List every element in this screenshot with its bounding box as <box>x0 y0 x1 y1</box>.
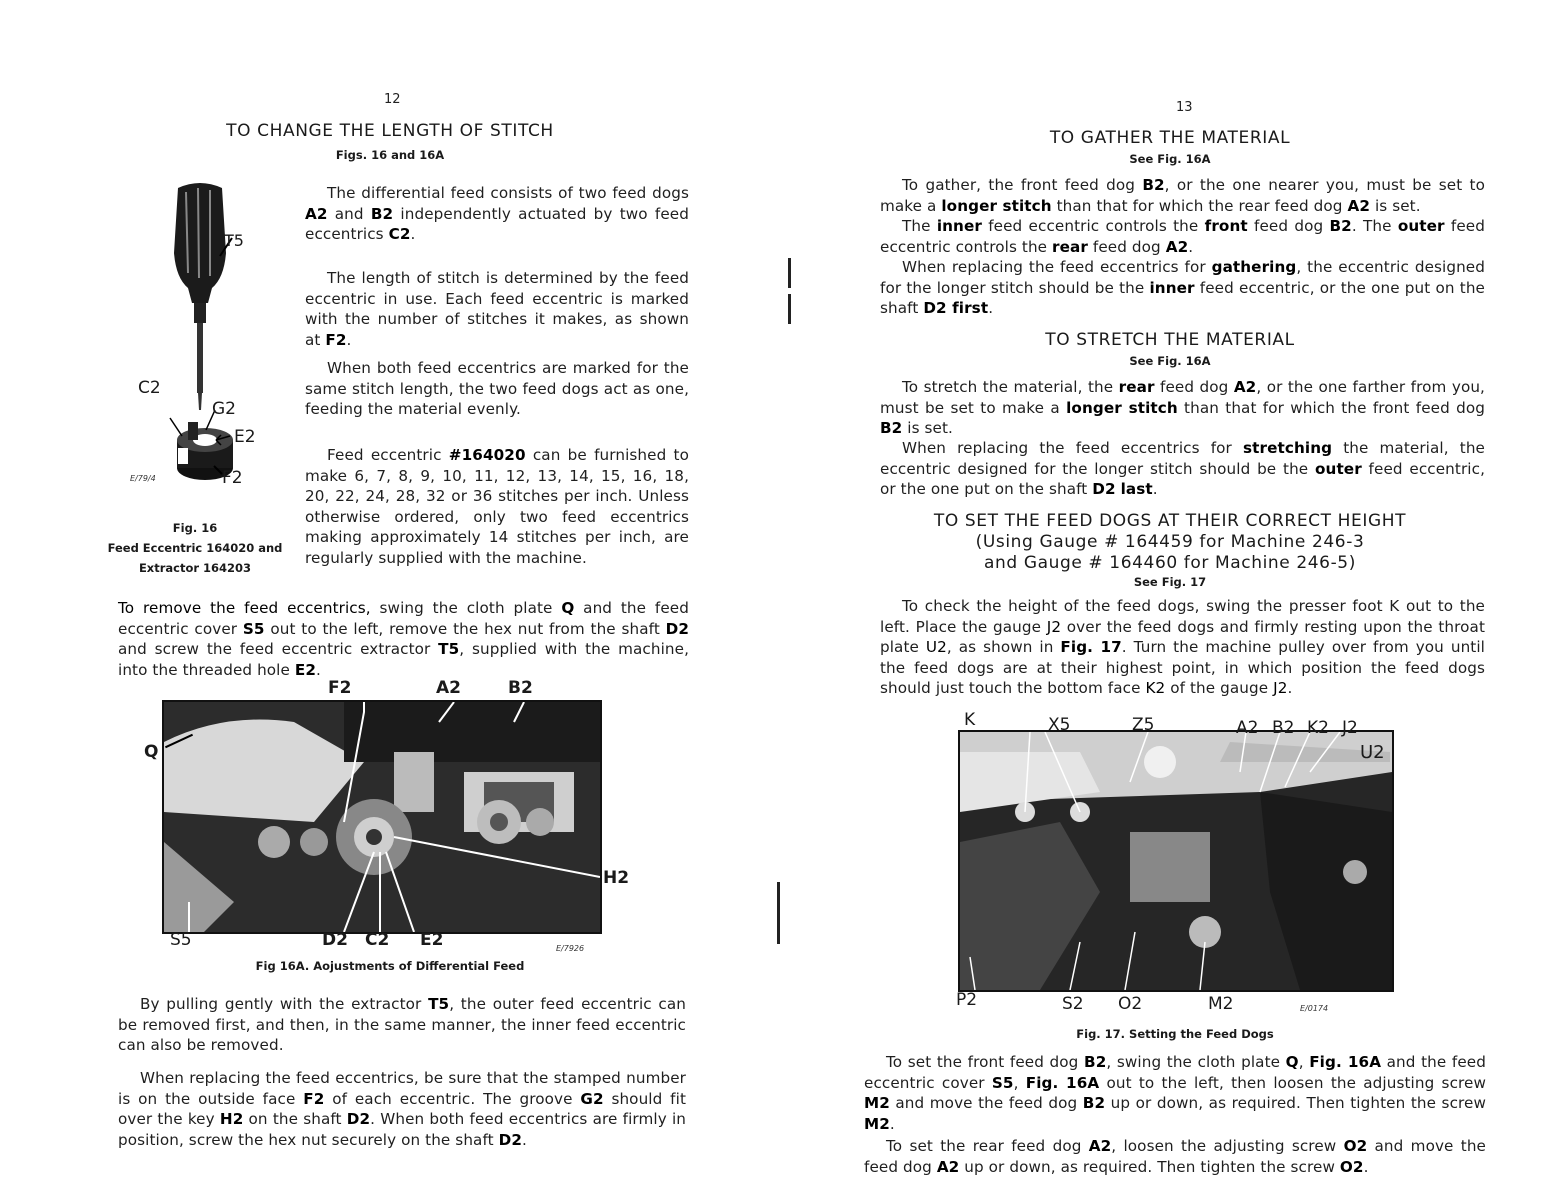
page-number-left: 12 <box>384 92 401 107</box>
paragraph-replacing-eccentrics: When replacing the feed eccentrics, be sure that the stamped number is on the outside face F2 of each eccentric. The groove G2 should fit over the key H2 on the shaft D2. When both feed eccentrics are firmly in position, screw the hex nut securely on the shaft D2. <box>118 1069 687 1149</box>
extractor-shaft <box>197 323 203 393</box>
fig16a-code: E/7926 <box>556 944 585 953</box>
paragraph-differential-feed: The differential feed consists of two feed dogs A2 and B2 independently actuated by two feed eccentrics C2. <box>305 184 689 244</box>
label-t5: T5 <box>224 231 244 250</box>
block-middle <box>394 752 434 812</box>
c2-pointer <box>170 418 182 436</box>
fig16-caption-line3: Extractor 164203 <box>138 561 252 575</box>
section-subtitle-gather: See Fig. 16A <box>1129 152 1211 166</box>
shaft-d2 <box>366 829 382 845</box>
fig16-illustration <box>120 178 290 508</box>
fig17-label-a2: A2 <box>1236 718 1259 738</box>
upper-mechanism <box>344 702 600 762</box>
fig16a-label-f2: F2 <box>328 678 352 698</box>
fig16-code: E/79/4 <box>130 474 156 483</box>
paragraph-front-dog: To set the front feed dog B2, swing the cloth plate Q, Fig. 16A and the feed eccentric cover S5, Fig. 16A out to the left, then loosen the adjusting screw M2 and move the feed dog B2 up or down, as required. Then tighten the screw M2. <box>864 1053 1486 1133</box>
paragraph-remove-eccentrics: To remove the feed eccentrics, swing the cloth plate Q and the feed eccentric cover S5 out to the left, remove the hex nut from the shaft D2 and screw the feed eccentric extractor T5, supplied with the machine, into the threaded hole E2. <box>118 599 690 679</box>
fig17-label-z5: Z5 <box>1132 715 1155 735</box>
extractor-and-eccentric-drawing <box>120 178 290 508</box>
right-page <box>780 0 1555 1195</box>
fig17-label-k2: K2 <box>1307 718 1329 738</box>
fig16a-label-d2: D2 <box>322 930 348 950</box>
label-g2: G2 <box>212 399 236 419</box>
fig17-label-m2: M2 <box>1208 994 1234 1014</box>
fig16a-label-h2: H2 <box>603 868 630 888</box>
fig17-label-j2: J2 <box>1342 718 1358 738</box>
fig17-caption: Fig. 17. Setting the Feed Dogs <box>1076 1027 1274 1041</box>
fig17-label-s2: S2 <box>1062 994 1084 1014</box>
section-title-stretch: TO STRETCH THE MATERIAL <box>1045 330 1295 350</box>
section-subtitle-height: See Fig. 17 <box>1133 575 1207 589</box>
feed-dog-block <box>1130 832 1210 902</box>
extractor-ferrule <box>194 303 206 323</box>
height-gauge-line-2: and Gauge # 164460 for Machine 246-5) <box>984 553 1356 573</box>
section-subtitle-figs: Figs. 16 and 16A <box>335 148 445 162</box>
fig17-label-b2: B2 <box>1272 718 1295 738</box>
fig17-label-u2: U2 <box>1360 742 1385 763</box>
fig16a-photo <box>162 700 602 934</box>
hex-nut-left2 <box>300 828 328 856</box>
fig17-label-k: K <box>964 710 976 730</box>
fig16-caption-line1: Fig. 16 <box>172 521 218 535</box>
fig16a-label-a2: A2 <box>436 678 461 698</box>
section-title-stitch-length: TO CHANGE THE LENGTH OF STITCH <box>226 121 554 141</box>
fig16-caption <box>100 518 290 578</box>
height-gauge-line-1: (Using Gauge # 164459 for Machine 246-3 <box>975 532 1365 552</box>
fig17-label-x5: X5 <box>1048 715 1071 735</box>
paragraph-stretch-2: When replacing the feed eccentrics for stretching the material, the eccentric designed for the longer stitch should be the outer feed eccentric, or the one put on the shaft D2 last. <box>880 439 1485 499</box>
paragraph-pulling-gently: By pulling gently with the extractor T5, the outer feed eccentric can be removed first, and then, in the same manner, the inner feed eccentric can also be removed. <box>118 995 687 1055</box>
section-title-gather: TO GATHER THE MATERIAL <box>1049 128 1291 148</box>
fig17-label-o2: O2 <box>1118 994 1143 1014</box>
fig17-photo-drawing <box>960 732 1392 990</box>
paragraph-stitch-length: The length of stitch is determined by the feed eccentric in use. Each feed eccentric is marked with the number of stitches it makes, as shown at F2. <box>305 269 689 349</box>
nut-z5 <box>1144 746 1176 778</box>
paragraph-height: To check the height of the feed dogs, swing the presser foot K out to the left. Place the gauge J2 over the feed dogs and firmly resting upon the throat plate U2, as shown in Fig. 17. Turn the machine pulley over from you until the feed dogs are at their highest point, in which position the feed dogs should just touch the bottom face K2 of the gauge J2. <box>880 597 1486 698</box>
fig17-photo <box>958 730 1394 992</box>
label-f2: F2 <box>222 468 243 488</box>
paragraph-furnished: Feed eccentric #164020 can be furnished to make 6, 7, 8, 9, 10, 11, 12, 13, 14, 15, 16, 18, 20, 22, 24, 28, 32 or 36 stitches per inch. Unless otherwise ordered, only two feed eccentrics making approximately 14 stitches per inch, are regularly supplied with the machine. <box>305 446 689 567</box>
label-c2: C2 <box>138 378 161 398</box>
screw-right <box>1343 860 1367 884</box>
paragraph-same-length: When both feed eccentrics are marked for the same stitch length, the two feed dogs act as one, feeding the material evenly. <box>305 359 689 419</box>
fig17-label-p2: P2 <box>956 990 978 1010</box>
left-page <box>0 0 760 1195</box>
paragraph-rear-dog: To set the rear feed dog A2, loosen the adjusting screw O2 and move the feed dog A2 up or down, as required. Then tighten the screw O2. <box>864 1137 1486 1176</box>
extractor-tip <box>198 393 202 410</box>
fig16-caption-line2: Feed Eccentric 164020 and <box>107 541 283 555</box>
paragraph-gather-3: When replacing the feed eccentrics for gathering, the eccentric designed for the longer stitch should be the inner feed eccentric, or the one put on the shaft D2 first. <box>880 258 1486 318</box>
section-title-height: TO SET THE FEED DOGS AT THEIR CORRECT HEIGHT <box>933 511 1407 531</box>
paragraph-stretch-1: To stretch the material, the rear feed dog A2, or the one farther from you, must be set to make a longer stitch than that for which the front feed dog B2 is set. <box>880 378 1485 438</box>
paragraph-gather-2: The inner feed eccentric controls the front feed dog B2. The outer feed eccentric controls the rear feed dog A2. <box>880 217 1485 256</box>
section-subtitle-stretch: See Fig. 16A <box>1129 354 1211 368</box>
eccentric-groove <box>178 448 188 464</box>
fig16a-label-c2: C2 <box>365 930 390 950</box>
fig16a-label-e2: E2 <box>420 930 444 950</box>
eccentric-hub <box>188 422 198 440</box>
screw-right-small <box>526 808 554 836</box>
fig17-code: E/0174 <box>1300 1004 1329 1013</box>
paragraph-gather-1: To gather, the front feed dog B2, or the one nearer you, must be set to make a longer stitch than that for which the rear feed dog A2 is set. <box>880 176 1485 215</box>
fig16a-label-s5: S5 <box>170 930 192 950</box>
label-e2: E2 <box>234 427 256 447</box>
page-number-right: 13 <box>1176 100 1193 115</box>
hex-nut-left <box>258 826 290 858</box>
fig16a-photo-drawing <box>164 702 600 932</box>
set-screw-right-hole <box>490 813 508 831</box>
fig16a-caption: Fig 16A. Aojustments of Differential Feed <box>255 959 525 973</box>
fig16a-label-q: Q <box>144 742 159 762</box>
extractor-handle <box>174 183 226 303</box>
fig16a-label-b2: B2 <box>508 678 533 698</box>
